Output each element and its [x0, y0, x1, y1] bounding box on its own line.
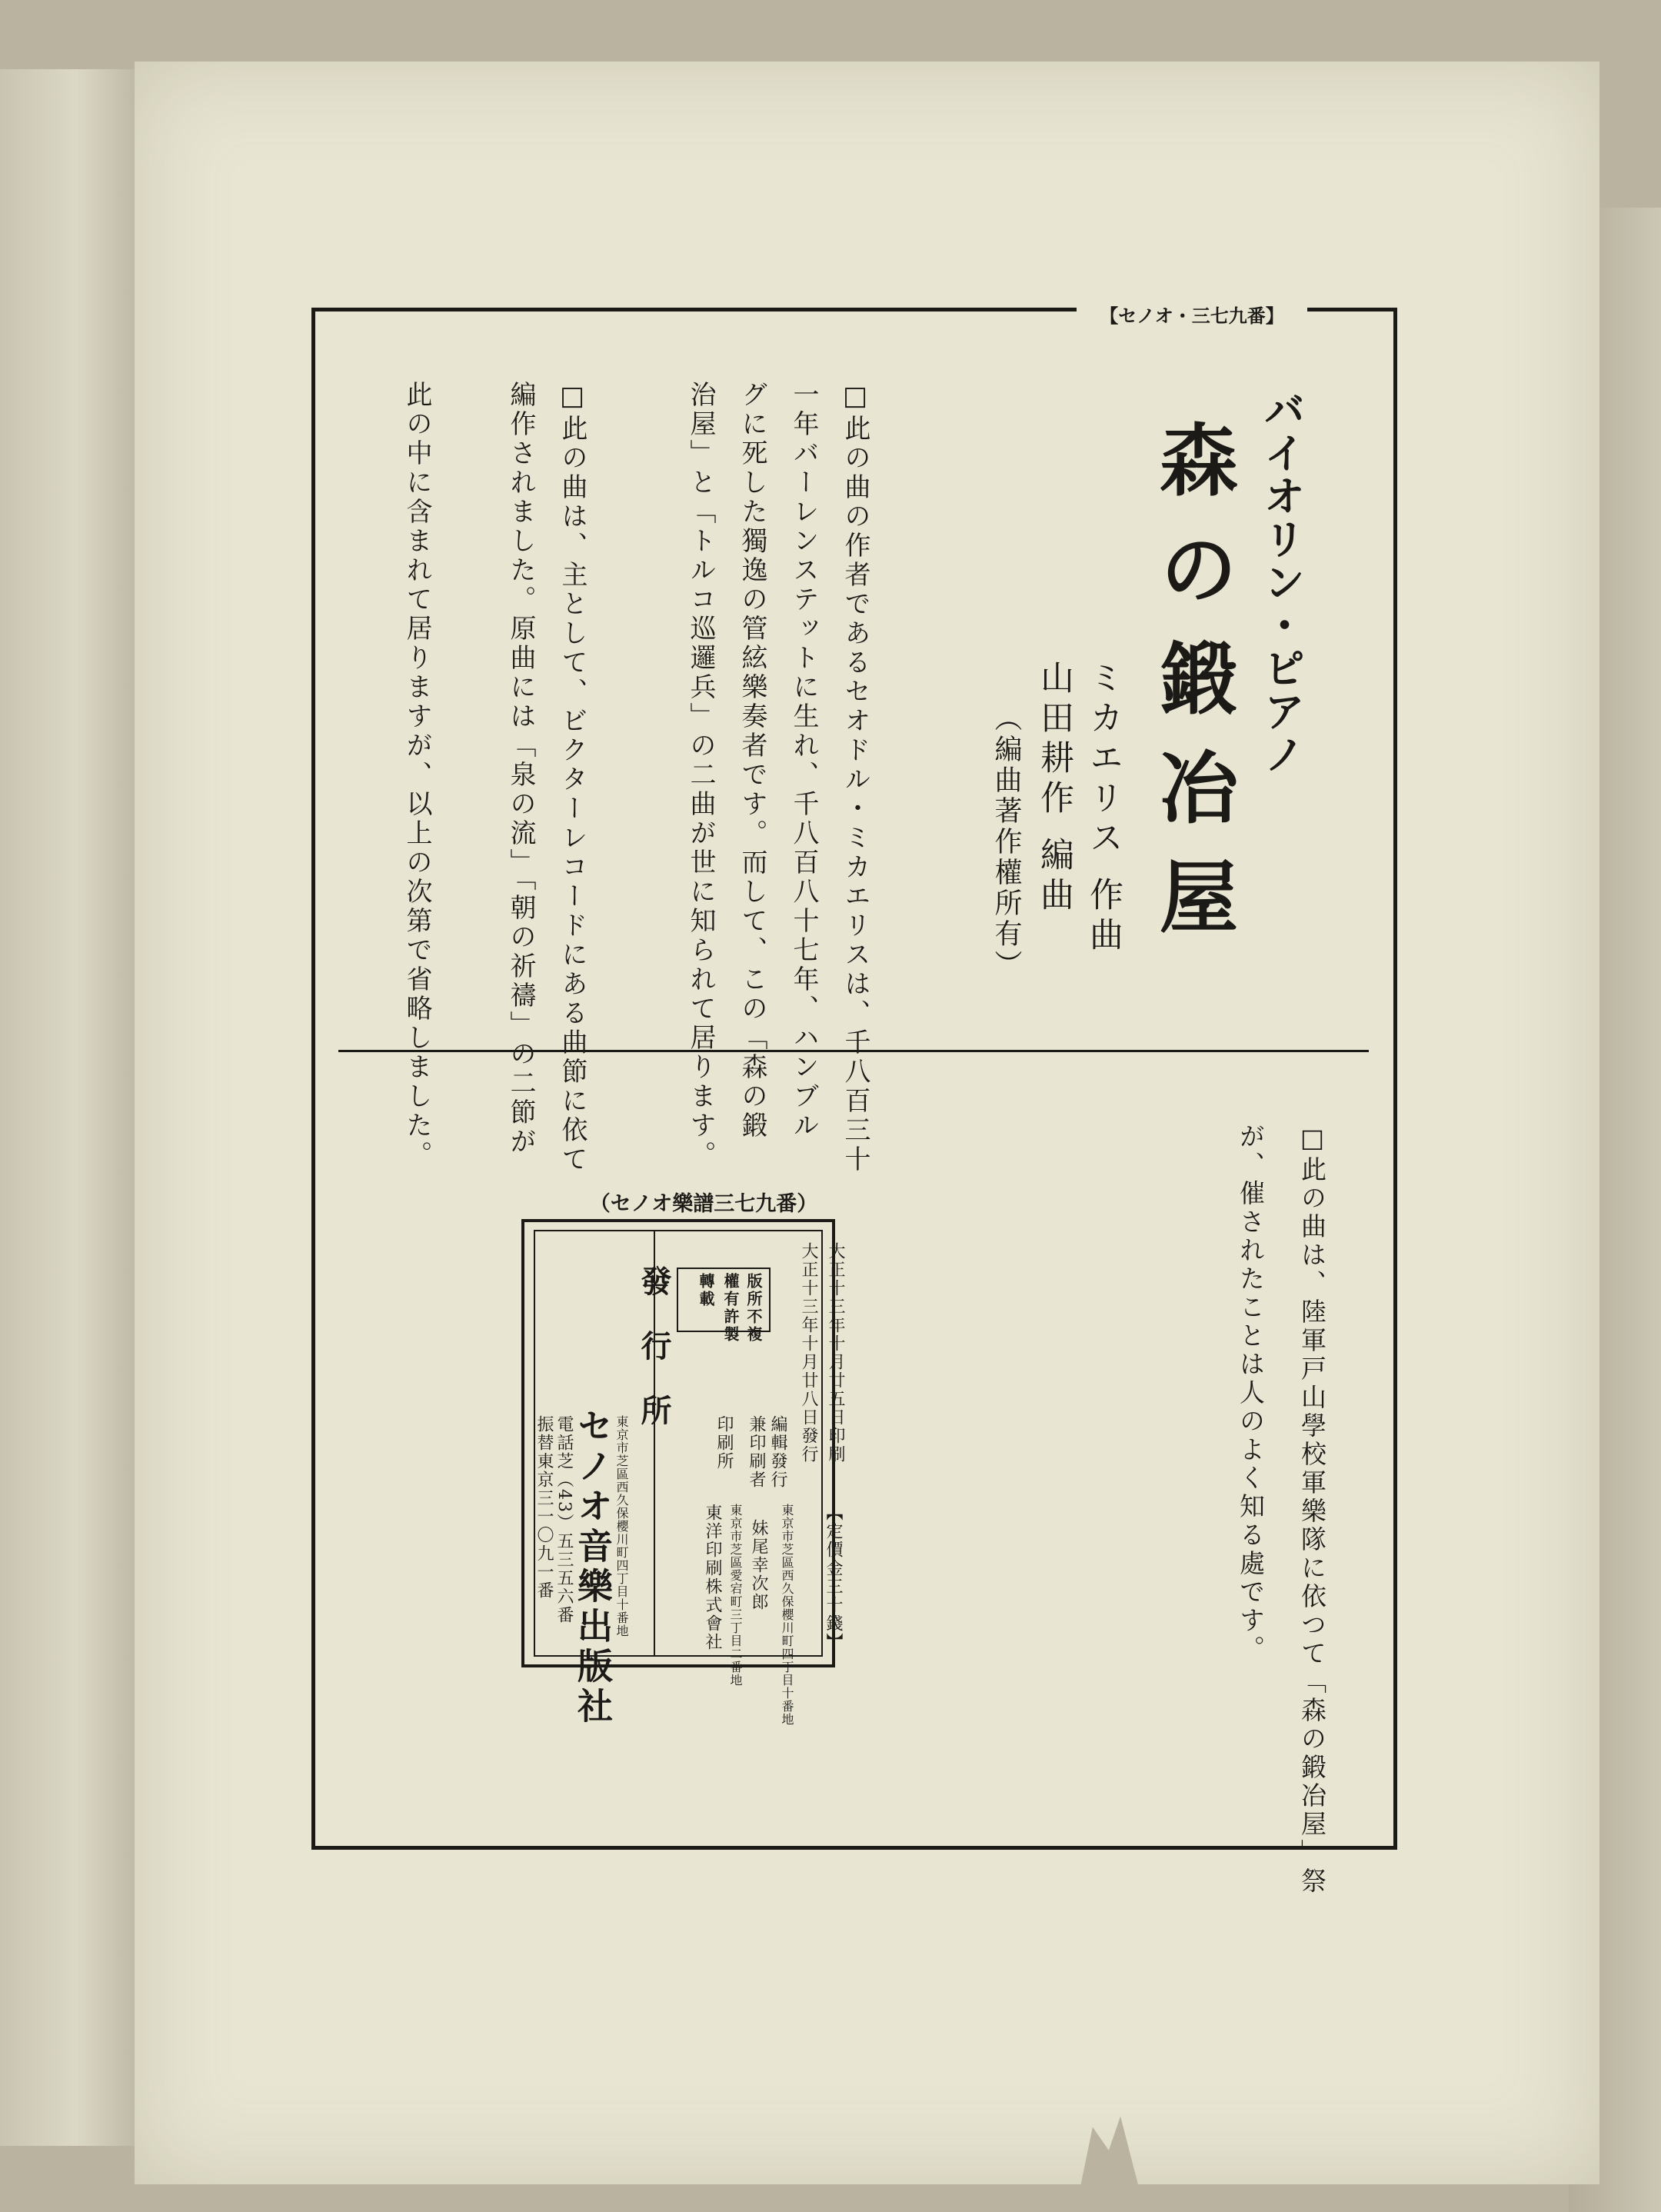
page-title: 森の鍛冶屋 — [1147, 419, 1239, 965]
publisher-phone: 電話芝（43）五三五六番 — [554, 1415, 574, 1624]
note-line: 治屋」と「トルコ巡邏兵」の二曲が世に知られて居ります。 — [685, 381, 716, 1170]
colophon-title-text: （セノオ樂譜三七九番） — [589, 1191, 818, 1216]
publisher-label: 發行所 — [636, 1265, 672, 1459]
editor-address: 東京市芝區西久保櫻川町四丁目十番地 — [780, 1504, 794, 1726]
adjacent-page-left — [0, 69, 142, 2146]
series-tag — [1077, 302, 1307, 325]
editor-name: 妹尾幸次郎 — [749, 1519, 768, 1611]
note-line: 編作されました。原曲には「泉の流」「朝の祈禱」の二節が — [505, 381, 536, 1157]
publisher-name: セノオ音樂出版社 — [572, 1407, 614, 1727]
printer-label: 印刷所 — [714, 1415, 734, 1471]
arranger-credit: 山田耕作 編曲 — [1034, 660, 1073, 917]
note-line: □此の曲は、主として、ビクターレコードにある曲節に依て — [557, 381, 588, 1174]
lower-note-line: が、催されたことは人のよく知る處です。 — [1236, 1123, 1266, 1664]
note-line: □此の曲の作者であるセオドル・ミカエリスは、千八百三十 — [840, 381, 870, 1174]
note-line: グに死した獨逸の管絃樂奏者です。而して、この「森の鍛 — [737, 381, 767, 1141]
publisher-address: 東京市芝區西久保櫻川町四丁目十番地 — [614, 1415, 629, 1637]
printer-address: 東京市芝區愛宕町三丁目二番地 — [728, 1504, 743, 1687]
instrumentation-label: バイオリン・ピアノ — [1257, 388, 1306, 776]
series-tag-text: 【セノオ・三七九番】 — [1100, 304, 1284, 327]
colophon-title — [573, 1186, 834, 1217]
price: 【定價金三十錢】 — [824, 1504, 843, 1651]
rights-line: 版所不複 — [744, 1273, 763, 1344]
print-date: 大正十三年十月廿五日印刷 — [826, 1242, 845, 1464]
rights-line: 轉載 — [697, 1273, 715, 1308]
copyright-note: （編曲著作權所有） — [990, 704, 1022, 981]
lower-note-line: □此の曲は、陸軍戸山學校軍樂隊に依つて「森の鍛冶屋」祭 — [1297, 1123, 1327, 1896]
note-line: 一年バーレンステットに生れ、千八百八十七年、ハンブル — [788, 381, 819, 1141]
rights-line: 權有許製 — [721, 1273, 740, 1344]
composer-credit: ミカエリス 作曲 — [1083, 660, 1123, 957]
printer-name: 東洋印刷株式會社 — [703, 1504, 722, 1651]
editor-label: 編輯發行 — [768, 1415, 787, 1489]
publisher-transfer: 振替東京三一〇九一番 — [534, 1415, 554, 1600]
note-line: 此の中に含まれて居りますが、以上の次第で省略しました。 — [401, 381, 432, 1170]
printer-person-label: 兼印刷者 — [747, 1415, 766, 1489]
issue-date: 大正十三年十月廿八日發行 — [799, 1242, 818, 1464]
